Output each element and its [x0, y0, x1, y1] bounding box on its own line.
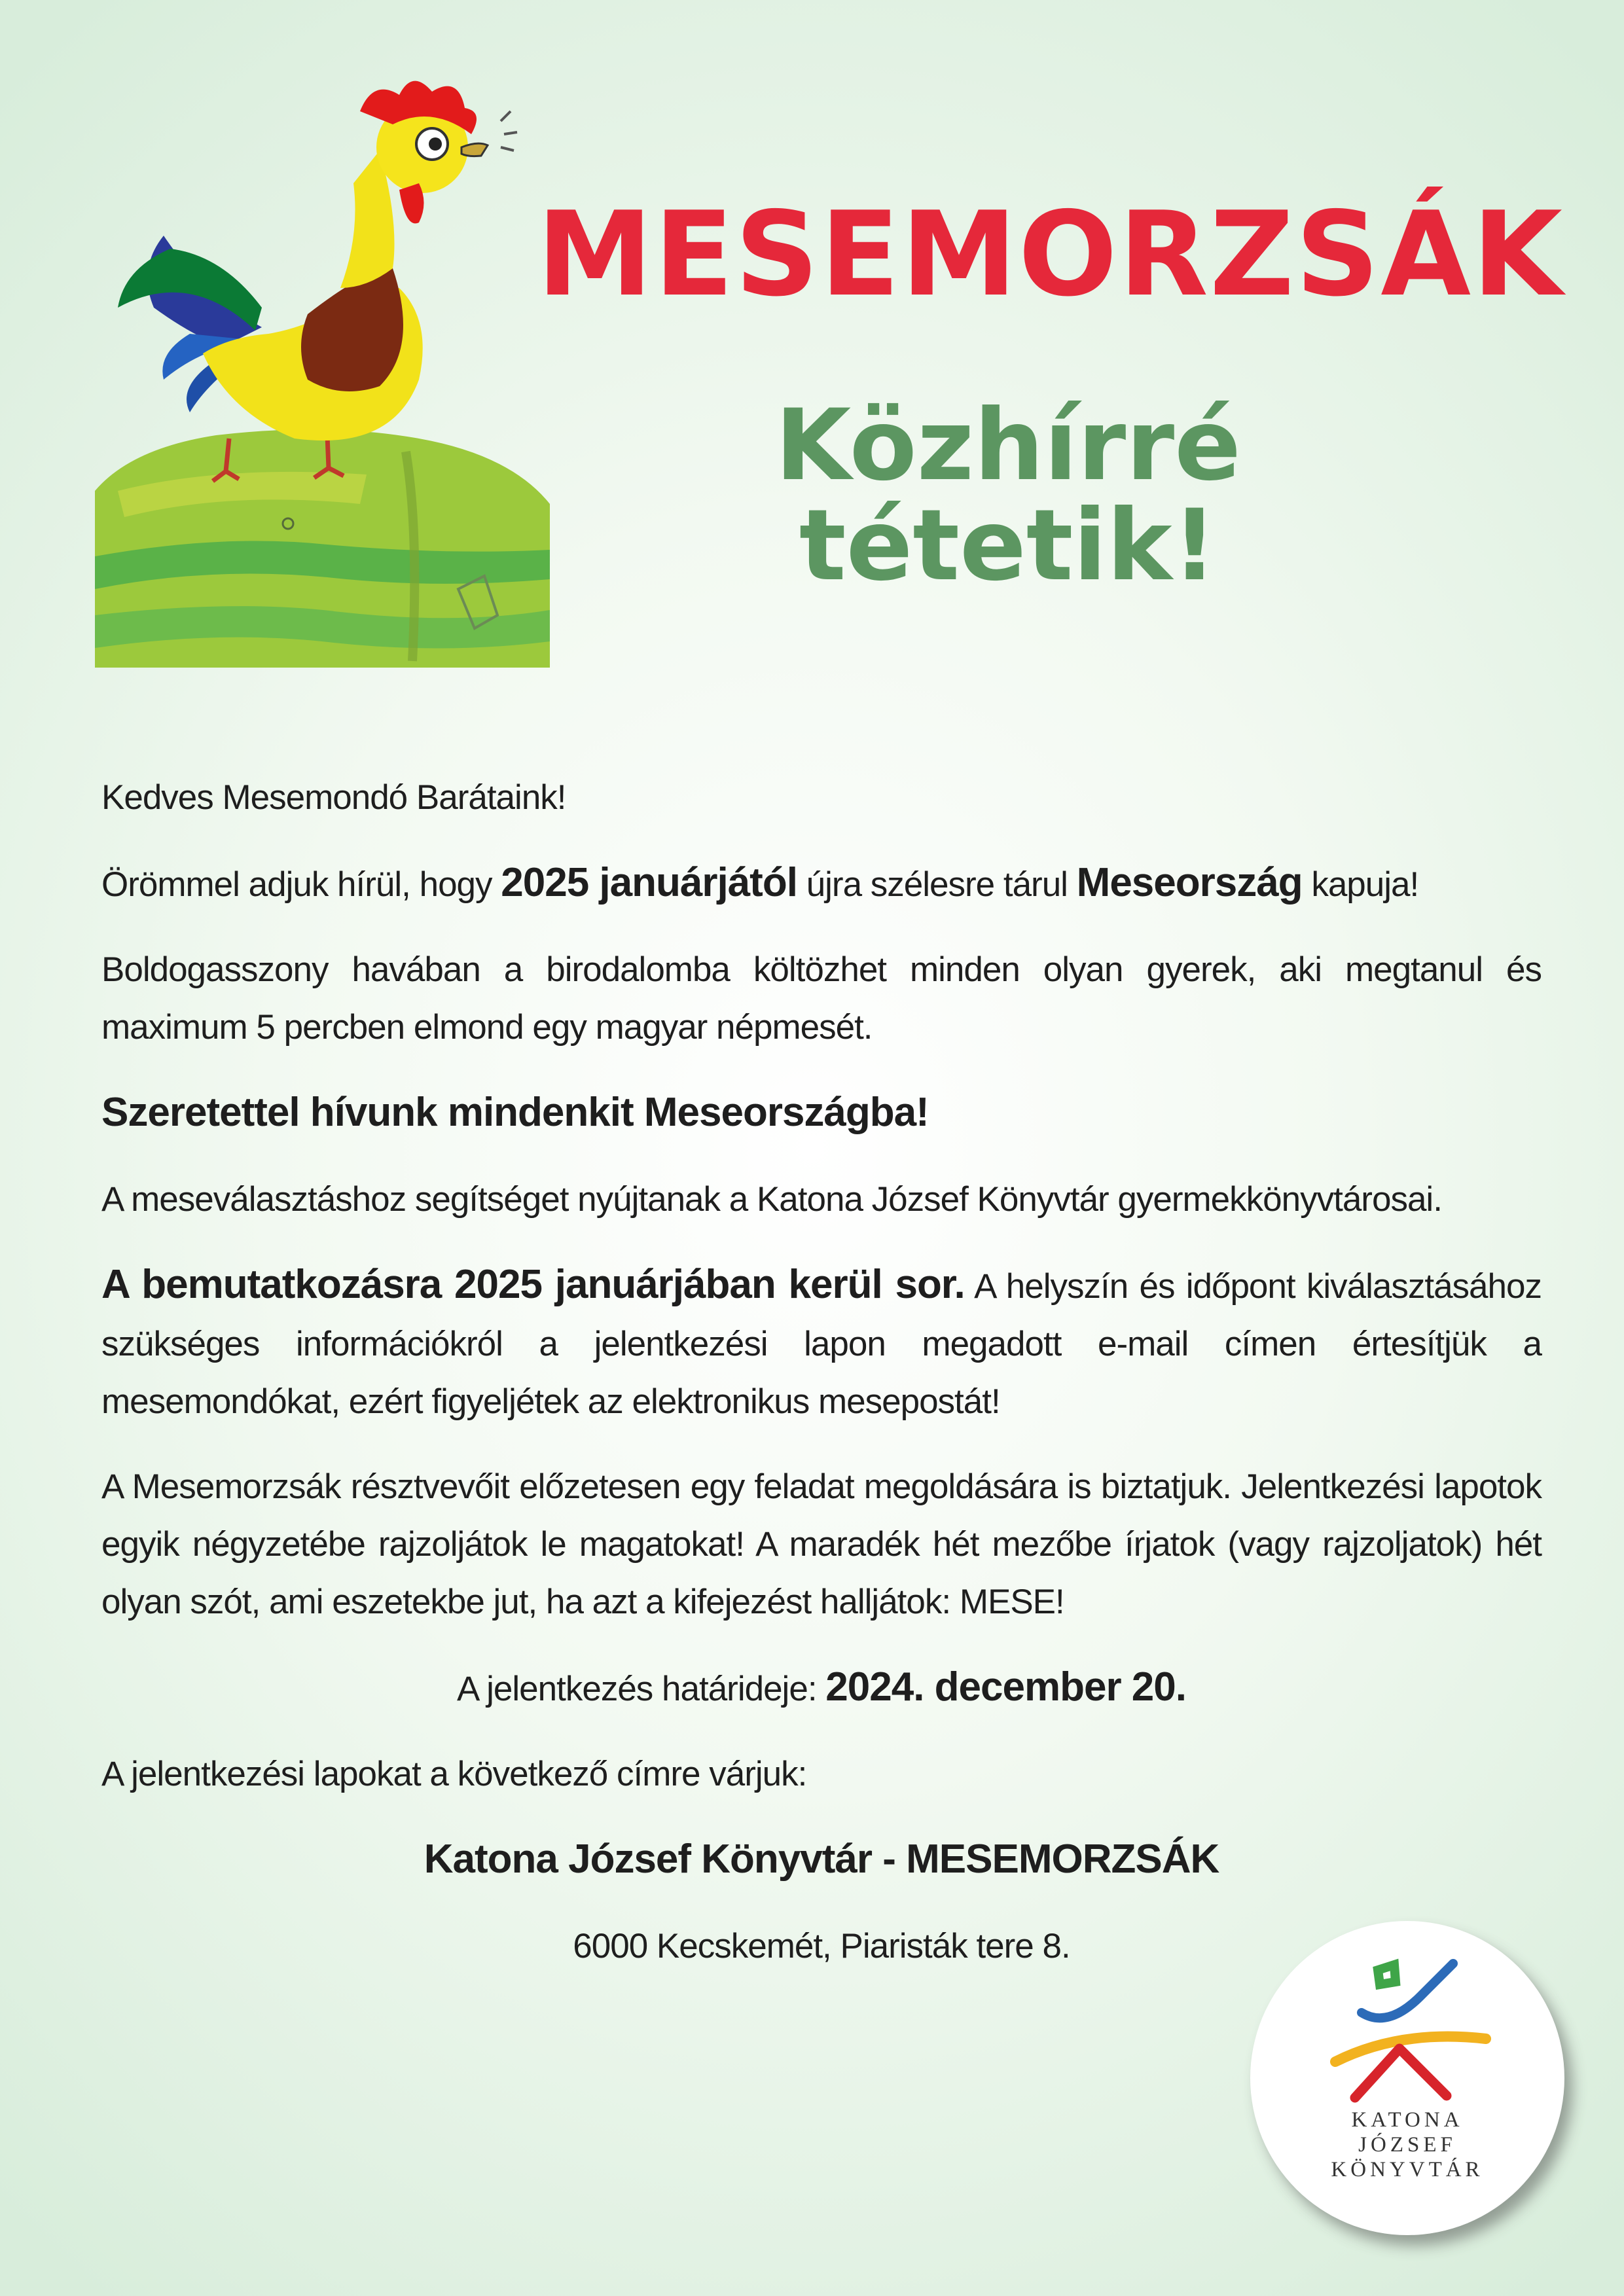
logo-line-1: KATONA — [1351, 2108, 1464, 2132]
deadline — [101, 1659, 1542, 1718]
address-intro: A jelentkezési lapokat a következő címre várjuk: — [101, 1755, 807, 1793]
logo-line-3: KÖNYVTÁR — [1331, 2158, 1484, 2181]
deadline-date: 2024. december 20. — [825, 1664, 1186, 1710]
rooster-illustration — [92, 72, 563, 668]
address-street: 6000 Kecskemét, Piaristák tere 8. — [573, 1927, 1070, 1965]
address-name-line — [101, 1831, 1542, 1890]
announcement-body — [101, 769, 1542, 2003]
paragraph-intro — [101, 854, 1542, 914]
hill — [95, 429, 550, 668]
page-title: MESEMORZSÁK — [537, 187, 1564, 322]
logo-line-2: JÓZSEF — [1358, 2133, 1456, 2157]
subtitle-line-1: Közhírré — [775, 389, 1241, 503]
intro-highlight-date: 2025 januárjától — [501, 860, 797, 905]
paragraph-invitation — [101, 1084, 1542, 1143]
address-name: Katona József Könyvtár - MESEMORZSÁK — [424, 1837, 1219, 1882]
intro-text-3: kapuja! — [1302, 865, 1419, 904]
library-logo-icon — [1322, 1950, 1492, 2108]
invitation-text: Szeretettel hívunk mindenkit Meseországba! — [101, 1090, 929, 1135]
library-logo — [1250, 1921, 1564, 2235]
subtitle-line-2: tétetik! — [799, 489, 1218, 603]
paragraph-schedule — [101, 1256, 1542, 1431]
greeting: Kedves Mesemondó Barátaink! — [101, 778, 566, 817]
page-subtitle — [720, 389, 1296, 603]
intro-text-2: újra szélesre tárul — [797, 865, 1077, 904]
paragraph-task: A Mesemorzsák résztvevőit előzetesen egy feladat megoldására is biztatjuk. Jelentkezési lapotok egyik négyzetébe rajzoljátok le magatokat! A maradék hét mezőbe írjatok (vagy rajzoljatok) hét olyan szót, ami eszetekbe jut, ha azt a kifejezést halljátok: MESE! — [101, 1467, 1542, 1621]
intro-highlight-place: Meseország — [1076, 860, 1303, 905]
rooster — [118, 81, 517, 481]
schedule-text: A helyszín és időpont kiválasztásához szükséges információkról a jelentkezési lapon megadott e-mail címen értesítjük a mesemondókat, ezért figyeljétek az elektronikus mesepostát! — [101, 1267, 1542, 1421]
schedule-highlight: A bemutatkozásra 2025 januárjában kerül sor. — [101, 1262, 965, 1307]
library-logo-text — [1250, 2108, 1564, 2182]
paragraph-librarians: A meseválasztáshoz segítséget nyújtanak a Katona József Könyvtár gyermekkönyvtárosai. — [101, 1180, 1442, 1219]
intro-text-1: Örömmel adjuk hírül, hogy — [101, 865, 501, 904]
deadline-label: A jelentkezés határideje: — [457, 1670, 826, 1708]
paragraph-eligibility: Boldogasszony havában a birodalomba költözhet minden olyan gyerek, aki megtanul és maximum 5 percben elmond egy magyar népmesét. — [101, 950, 1542, 1047]
